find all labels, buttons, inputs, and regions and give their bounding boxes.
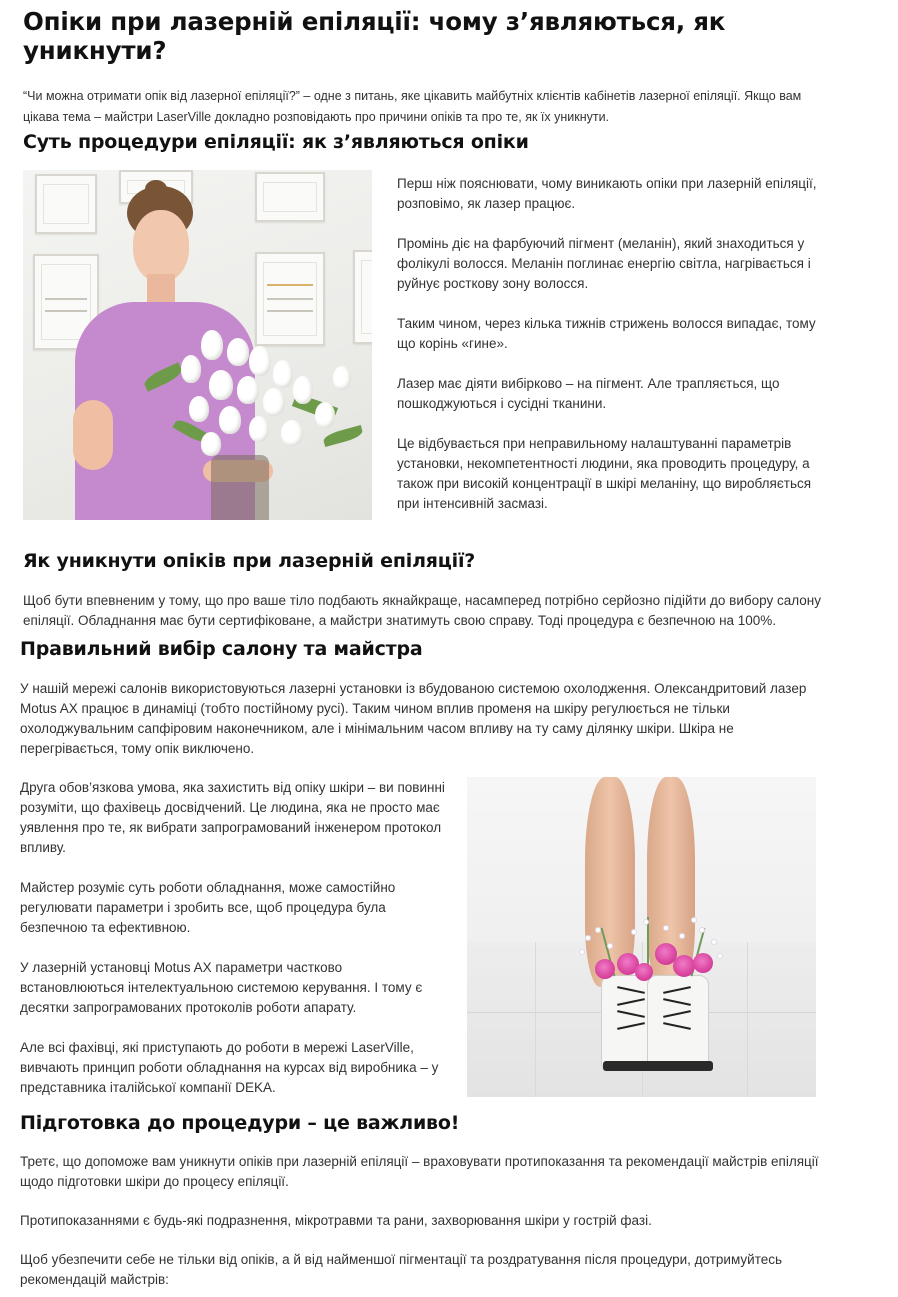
paragraph: Щоб бути впевненим у тому, що про ваше тіло подбають якнайкраще, насамперед потрібно серйозно підійти до вибору салону епіляції. Обладнання має бути сертифіковане, а майстри знатимуть свою справу. Тоді процедура є безпечною на 100%. — [23, 593, 821, 628]
intro-paragraph: “Чи можна отримати опік від лазерної епіляції?” – одне з питань, яке цікавить майбутніх клієнтів кабінетів лазерної епіляції. Якщо вам цікава тема – майстри LaserVille докладно розповідають про причини опіків та про те, як їх уникнути. — [23, 89, 802, 124]
paragraph: У лазерній установці Motus AX параметри частково встановлюються інтелектуальною системою керування. І тому є десятки запрограмованих протоколів роботи апарату. — [20, 960, 423, 1015]
section-heading-salon-choice: Правильний вибір салону та майстра — [20, 638, 423, 660]
paragraph: Це відбувається при неправильному налаштуванні параметрів установки, некомпетентності людини, яка проводить процедуру, а також при високій концентрації в шкірі меланіну, що виробляється при інтенсивній засмазі. — [397, 436, 812, 511]
section1-text — [397, 174, 822, 514]
paragraph: Протипоказаннями є будь-які подразнення, мікротравми та рани, захворювання шкіри у гострій фазі. — [20, 1213, 652, 1228]
woman-with-tulips-photo — [23, 170, 372, 520]
paragraph: Промінь діє на фарбуючий пігмент (меланін), який знаходиться у фолікулі волосся. Меланін поглинає енергію світла, нагрівається і руйнує росткову зону волосся. — [397, 236, 811, 291]
paragraph: Лазер має діяти вибірково – на пігмент. Але трапляється, що пошкоджуються і сусідні тканини. — [397, 376, 780, 411]
section-heading-avoid-burns: Як уникнути опіків при лазерній епіляції? — [23, 550, 476, 572]
paragraph: Друга обов’язкова умова, яка захистить від опіку шкіри – ви повинні розуміти, що фахівець досвідчений. Це людина, яка не просто має уявлення про те, як вибрати запрограмований інженером протокол впливу. — [20, 780, 445, 855]
paragraph: Але всі фахівці, які приступають до роботи в мережі LaserVille, вивчають принцип роботи обладнання на курсах від виробника – у представника італійської компанії DEKA. — [20, 1040, 439, 1095]
section-heading-preparation: Підготовка до процедури – це важливо! — [20, 1112, 460, 1134]
paragraph: Перш ніж пояснювати, чому виникають опіки при лазерній епіляції, розповімо, як лазер працює. — [397, 176, 817, 211]
section-heading-procedure: Суть процедури епіляції: як з’являються опіки — [23, 131, 529, 153]
section4-text — [20, 1152, 820, 1290]
article-title: Опіки при лазерній епіляції: чому з’являються, як уникнути? — [23, 7, 726, 65]
paragraph: Щоб убезпечити себе не тільки від опіків, а й від найменшої пігментації та роздратування після процедури, дотримуйтесь рекомендацій майстрів: — [20, 1252, 783, 1287]
legs-in-boots-with-flowers-photo — [467, 777, 816, 1097]
paragraph: У нашій мережі салонів використовуються лазерні установки із вбудованою системою охолодження. Олександритовий лазер Motus AX працює в динаміці (тобто постійному русі). Таким чином вплив променя на шкіру регулюється не тільки охолоджувальним сапфіровим наконечником, але і мінімальним часом впливу на ту саму ділянку шкіри. Шкіра не перегрівається, тому опік виключено. — [20, 681, 807, 756]
section3-text — [20, 778, 448, 1098]
paragraph: Майстер розуміє суть роботи обладнання, може самостійно регулювати параметри і зробить все, щоб процедура була безпечною та ефективною. — [20, 880, 396, 935]
paragraph: Третє, що допоможе вам уникнути опіків при лазерній епіляції – враховувати протипоказання та рекомендації майстрів епіляції щодо підготовки шкіри до процесу епіляції. — [20, 1154, 819, 1189]
paragraph: Таким чином, через кілька тижнів стрижень волосся випадає, тому що корінь «гине». — [397, 316, 816, 351]
